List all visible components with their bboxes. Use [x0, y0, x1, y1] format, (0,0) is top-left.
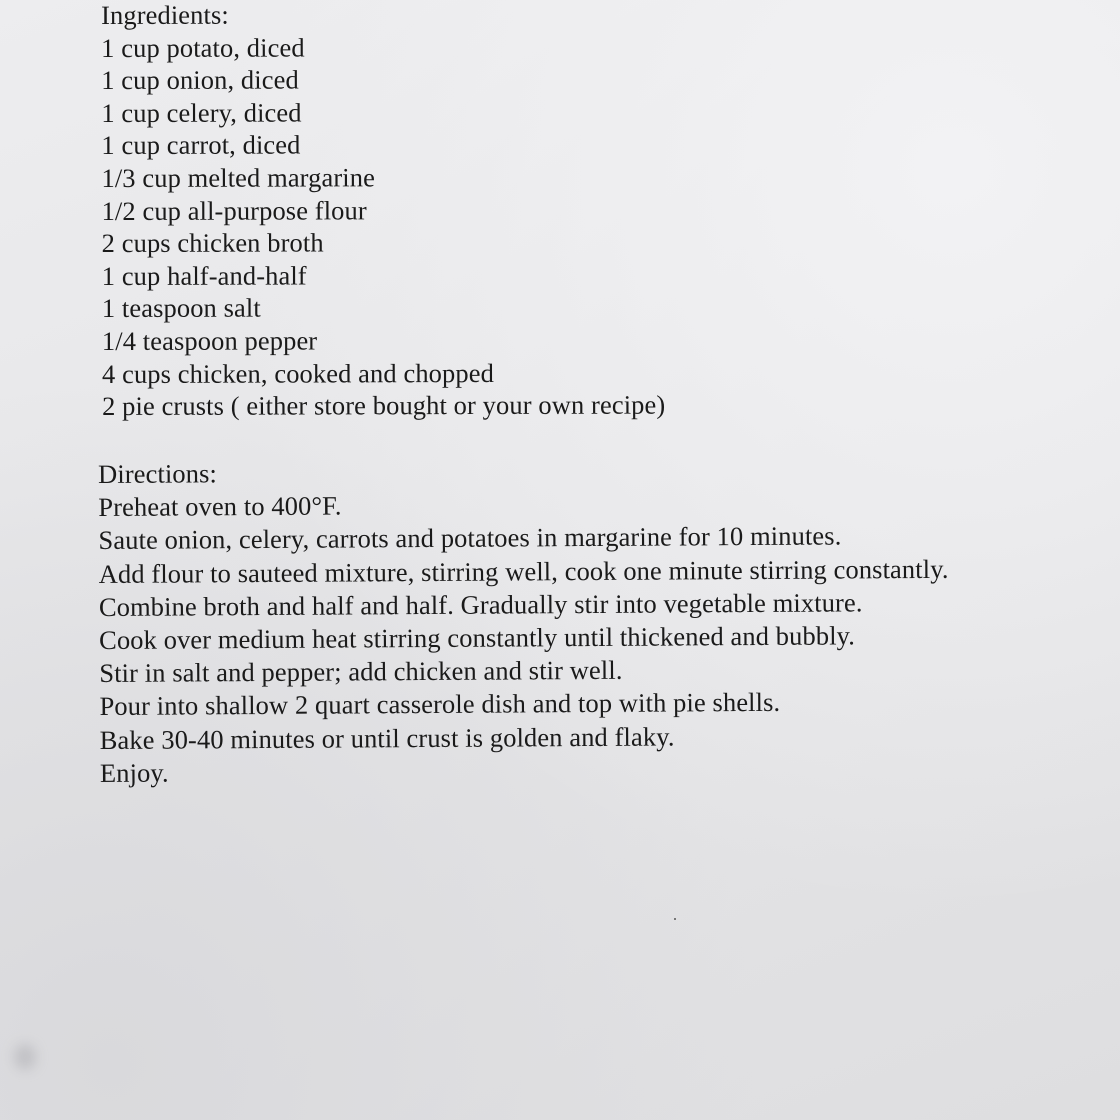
direction-step: Pour into shallow 2 quart casserole dish and top with pie shells. [99, 687, 781, 722]
ingredient-item: 1/4 teaspoon pepper [101, 325, 318, 356]
directions-section [98, 453, 950, 790]
ingredient-item: 2 cups chicken broth [101, 227, 324, 259]
paper-speck [674, 918, 676, 920]
ingredient-item: 1 cup celery, diced [101, 97, 302, 128]
ingredient-item: 1/2 cup all-purpose flour [101, 194, 367, 226]
ingredient-item: 1/3 cup melted margarine [101, 162, 375, 193]
paper-smudge [14, 1044, 36, 1070]
ingredient-item: 4 cups chicken, cooked and chopped [101, 357, 494, 389]
direction-step: Combine broth and half and half. Gradually stir into vegetable mixture. [98, 587, 863, 622]
ingredient-item: 1 cup carrot, diced [101, 129, 301, 161]
ingredient-item: 1 cup potato, diced [101, 32, 305, 63]
direction-step: Stir in salt and pepper; add chicken and stir well. [99, 655, 623, 689]
direction-step: Saute onion, celery, carrots and potatoes in margarine for 10 minutes. [98, 520, 842, 556]
ingredients-heading: Ingredients: [101, 0, 229, 30]
ingredient-item: 2 pie crusts ( either store bought or your own recipe) [102, 389, 666, 422]
ingredient-item: 1 cup half-and-half [101, 260, 307, 291]
ingredient-item: 1 cup onion, diced [101, 64, 299, 96]
direction-step: Preheat oven to 400°F. [98, 490, 342, 523]
direction-step: Enjoy. [99, 757, 169, 788]
ingredient-item: 1 teaspoon salt [101, 292, 261, 324]
direction-step: Bake 30-40 minutes or until crust is golden and flaky. [99, 721, 675, 755]
ingredients-section [101, 0, 665, 423]
direction-step: Add flour to sauteed mixture, stirring well, cook one minute stirring constantly. [98, 553, 949, 589]
directions-heading: Directions: [98, 458, 218, 489]
direction-step: Cook over medium heat stirring constantly until thickened and bubbly. [99, 620, 856, 656]
